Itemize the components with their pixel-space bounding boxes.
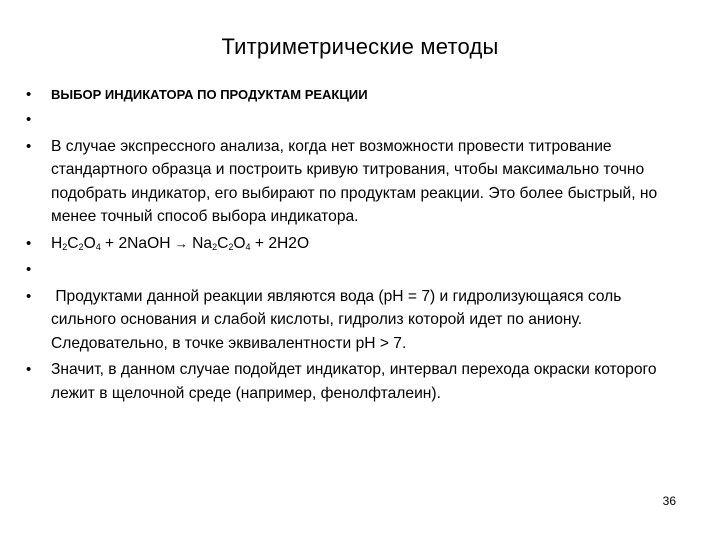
slide-title: Титриметрические методы bbox=[221, 34, 499, 59]
bullet-list bbox=[24, 84, 684, 408]
bullet-dot-icon: • bbox=[26, 287, 32, 305]
bullet-dot-icon: • bbox=[26, 261, 32, 278]
bullet-paragraph bbox=[24, 358, 684, 405]
paragraph-text: Значит, в данном случае подойдет индикатор, интервал перехода окраски которого лежит в щелочной среде (например, фенолфталеин). bbox=[51, 361, 657, 402]
paragraph-text: Продуктами данной реакции являются вода (pH = 7) и гидролизующаяся соль сильного основания и слабой кислоты, гидролиз которой идет по аниону. Следовательно, в точке эквивалентности pH > 7. bbox=[51, 287, 626, 352]
bullet-dot-icon: • bbox=[26, 137, 32, 155]
arrow-icon: → bbox=[174, 235, 188, 251]
bullet-equation bbox=[24, 232, 684, 256]
bullet-dot-icon: • bbox=[26, 86, 32, 103]
bullet-paragraph bbox=[24, 285, 684, 356]
bullet-paragraph bbox=[24, 135, 684, 229]
bullet-dot-icon: • bbox=[26, 234, 32, 252]
bullet-dot-icon: • bbox=[26, 111, 32, 128]
equation: $H_2C_2O_4$ + 2NaOH → $Na_2C_2O_4 + 2H2O$ bbox=[51, 234, 310, 252]
bullet-heading bbox=[24, 84, 684, 105]
bullet-empty bbox=[24, 108, 684, 132]
paragraph-text: В случае экспрессного анализа, когда нет возможности провести титрование стандартного образца и построить кривую титрования, чтобы максимально точно подобрать индикатор, его выбирают по продуктам реакции. Это более быстрый, но менее точный способ выбора индикатора. bbox=[51, 137, 658, 225]
heading-text: ВЫБОР ИНДИКАТОРА ПО ПРОДУКТАМ РЕАКЦИИ bbox=[51, 87, 368, 102]
page-number: 36 bbox=[662, 494, 676, 508]
bullet-dot-icon: • bbox=[26, 361, 32, 378]
bullet-empty bbox=[24, 258, 684, 282]
